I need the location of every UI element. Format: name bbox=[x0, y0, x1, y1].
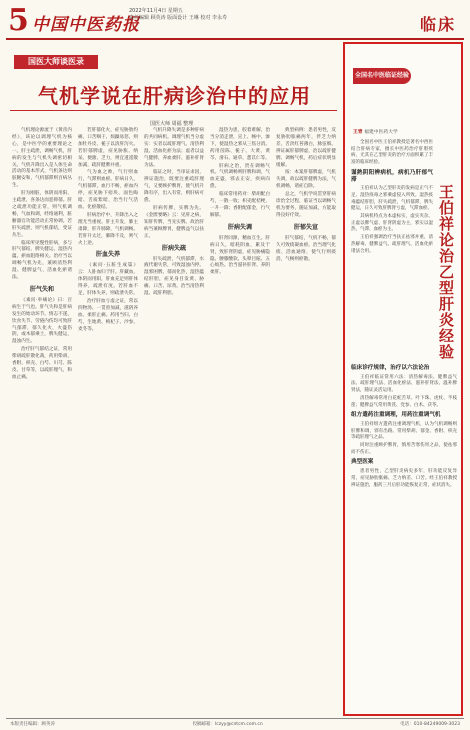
article-column-5 bbox=[276, 128, 336, 264]
paragraph: 王伯祥认为乙型肝炎的发病是正气不足，湿热疫毒之邪乘虚侵入所致。湿热疫毒蕴结肝胆，肝失疏泄，气机郁滞，脾失健运，日久可致肝脾肾亏虚，气滞血瘀。 bbox=[351, 186, 433, 212]
paragraph: 按：本案肝郁脾虚，气机失调，故以疏肝健脾为法，气机调畅，诸症自除。 bbox=[276, 170, 336, 190]
paragraph: 肝病之治，贵在调畅气机。气机调畅则肝脾和调，气血充盛，邪去正安，疾病向愈。 bbox=[210, 163, 270, 190]
paragraph: 肝肾同源，精血互生。肝病日久，暗耗阴血，累及于肾，致肝肾阴虚，症见胁痛隐隐、腰膝酸软、头晕目眩、五心烦热。治当滋补肝肾、养阴柔肝。 bbox=[210, 235, 270, 276]
paragraph: 其病机特点为本虚标实，虚实夹杂。正虚以脾气虚、肝肾阴虚为主，邪实以湿热、气滞、血瘀为主。 bbox=[351, 214, 433, 233]
subheading: 肝血失养 bbox=[95, 251, 120, 259]
paragraph: 临证之时，当审证求因，辨证施治，既要注重疏肝理气，又要顾护脾胃，使气机升降有序，出入有常，则肝病可愈。 bbox=[144, 170, 204, 204]
article-column-3 bbox=[144, 128, 204, 299]
footer-left: 本版责任编辑：顾英涛 bbox=[10, 722, 55, 727]
paragraph: 患者男性，乙型肝炎病史多年，肝功能反复异常，症见胁肋胀痛、乏力纳差、口苦。经王伯祥教授辨证施治，服药三月后肝功能恢复正常，症状消失。 bbox=[351, 469, 457, 488]
footer-right: 电话：010-84249009-3023 bbox=[400, 722, 460, 727]
paragraph: 王伯祥组方遣药注重调理气机，认为气机调畅则肝脾和调，邪有出路。常用柴胡、郁金、香附、枳壳等疏肝理气之品。 bbox=[351, 421, 457, 441]
subheading: 肝郁失宣 bbox=[293, 223, 318, 231]
masthead-info bbox=[129, 8, 227, 22]
paper-name: 中国中医药报 bbox=[32, 15, 140, 35]
bottom-rule bbox=[6, 718, 464, 719]
sidebar-author bbox=[353, 128, 457, 135]
sidebar-body bbox=[351, 362, 457, 490]
sidebar-title: 王伯祥论治乙型肝炎经验 bbox=[437, 184, 455, 360]
footer bbox=[10, 721, 460, 727]
column-tag: 国医大师谈医录 bbox=[14, 55, 98, 69]
subheading: 肝病失疏 bbox=[161, 244, 186, 252]
paragraph: 王伯祥临证常用六法：清热解毒法、健脾益气法、疏肝理气法、活血化瘀法、滋补肝肾法、温补脾肾法，随证灵活运用。 bbox=[351, 374, 457, 394]
page-number: 5 bbox=[8, 3, 29, 38]
sidebar-subheading: 临床诊疗规律，治疗以六法论治 bbox=[351, 365, 430, 371]
footer-middle: 投稿邮箱：lczyy@cntcm.com.cn bbox=[192, 722, 263, 727]
paragraph: 肝病治疗中，升降出入之理尤当重视。肝主升发，肺主肃降，肝升肺降，气机调畅。若肝升太过，肺降不及，则气火上逆。 bbox=[78, 212, 138, 246]
title-rule bbox=[10, 110, 337, 111]
article-title: 气机学说在肝病诊治中的应用 bbox=[38, 84, 311, 108]
paragraph: 王伯祥强调治疗当扶正祛邪并重，清热解毒、健脾益气、疏肝理气、活血化瘀诸法合用。 bbox=[351, 235, 433, 254]
paragraph: 清热解毒常用白花蛇舌草、叶下珠、虎杖、半枝莲；健脾益气常用黄芪、党参、白术、茯苓。 bbox=[351, 395, 457, 408]
paragraph: 临床所见慢性肝病，多与肝气郁结、脾失健运、湿热内蕴、瘀血阻络相关。治疗当以调畅气机为先，兼顾清热利湿、健脾益气、活血化瘀诸法。 bbox=[12, 240, 72, 281]
paragraph: 肝气郁结，气机不畅，郁久可致痰凝血瘀。治当理气化痰、活血通络，使气行则痰消，气畅则瘀散。 bbox=[276, 235, 336, 262]
paragraph: 《素问·五脏生成篇》云：人卧血归于肝。肝藏血，体阴而用阳，肝血充足则肝体得养，疏泄有度。若肝血不足，肝体失养，则疏泄失常。 bbox=[78, 263, 138, 297]
article-column-2 bbox=[78, 128, 138, 334]
paragraph: 治疗肝血亏虚之证，常以四物汤、一贯煎加减，滋阴养血、柔肝止痛。药用当归、白芍、生地黄、枸杞子、沙参、麦冬等。 bbox=[78, 298, 138, 332]
article-byline: 国医大师 周福 整理 bbox=[150, 121, 194, 127]
paragraph: 湿热为患，胶着难解，治当分消走泄，宣上、畅中、渗下，使湿热之邪从三焦分消。药用茵陈、栀子、大黄、黄芩、滑石、通草、薏苡仁等。 bbox=[210, 128, 270, 161]
article-column-4 bbox=[210, 128, 270, 278]
paragraph: 肝为刚脏，体阴而用阳，主疏泄，喜条达而恶抑郁。肝之疏泄功能正常，则气机调畅，气血和调，经络通利，脏腑器官功能活动正常协调。若肝失疏泄，则气机郁结，变证丛生。 bbox=[12, 191, 72, 238]
paragraph: 气机升降失调是多种肝病的共同病机。调理气机当分虚实：实者以疏肝理气、清热利湿、活血化瘀为法；虚者以益气健脾、养血柔肝、滋补肝肾为法。 bbox=[144, 128, 204, 168]
top-rule bbox=[6, 38, 464, 40]
masthead-editors: 责任编辑 顾英涛 版面设计 王琳 校对 李永寿 bbox=[129, 15, 227, 21]
subheading: 肝病失调 bbox=[227, 223, 252, 231]
subheading: 肝气失和 bbox=[29, 285, 54, 293]
paragraph: 若肝郁化火，症见胁肋灼痛、口苦咽干、烦躁易怒，则加牡丹皮、栀子以清肝泻火。若肝郁脾虚，症见胁胀、纳呆、便溏、乏力，则宜逍遥散加减，疏肝健脾并重。 bbox=[78, 128, 138, 168]
sidebar-badge: 全国名中医临证经验 bbox=[353, 68, 411, 84]
masthead bbox=[6, 4, 464, 38]
section-name: 临床 bbox=[419, 15, 456, 34]
paragraph: 总之，气机学说贯穿肝病诊治全过程，临证当以调畅气机为要务，随证加减，方能取得良好疗效。 bbox=[276, 192, 336, 218]
paragraph: 气机理论源流于《黄帝内经》，该论以调理气机为核心，是中医学的重要理论之一。肝主疏泄，调畅气机，肝病的发生与气机失调密切相关。气机升降出入是人体生命活动的基本形式，气机条达则脏腑安和，气机郁滞则百病丛生。 bbox=[12, 128, 72, 189]
masthead-date: 2022年11月4日 星期五 bbox=[129, 8, 183, 14]
sidebar-article bbox=[343, 42, 463, 716]
paragraph: 《素问·举痛论》曰：百病生于气也。肝气失和是肝病发生的始动环节。情志不遂、饮食失节、劳倦内伤均可致肝气郁滞，郁久化火，火盛伤阴，或木郁乘土，脾失健运，湿浊内生。 bbox=[12, 297, 72, 345]
paragraph: 治疗肝气郁结之证，常用柴胡疏肝散化裁，药用柴胡、香附、枳壳、白芍、川芎、陈皮、甘草等，以疏肝理气、和血止痛。 bbox=[12, 347, 72, 380]
article-column-1 bbox=[12, 128, 72, 383]
sidebar-author-desc: 福建中医药大学 bbox=[364, 130, 398, 135]
paragraph: 典型病例：患者男性，反复胁肋胀痛两年，伴乏力纳差，舌淡红苔薄白，脉弦细。辨证属肝郁脾虚，治以疏肝健脾、调畅气机，药后症状明显缓解。 bbox=[276, 128, 336, 168]
paragraph: 全国名中医王伯祥教授是著名中西医结合肝病专家，擅长中医药治疗肝胆疾病，尤其在乙型肝炎的治疗方面积累了丰富的临床经验。 bbox=[351, 140, 433, 166]
paragraph: 临床常用药对：柴胡配白芍，一散一收；枳壳配桔梗，一升一降；香附配郁金，行气解郁。 bbox=[210, 192, 270, 218]
sidebar-intro bbox=[351, 140, 433, 256]
sidebar-subheading: 组方遣药注重调理，用药注重调气机 bbox=[351, 412, 441, 419]
sidebar-subheading: 谨熟阴阳辨病机，病机乃肝郁气滞 bbox=[351, 169, 433, 183]
paragraph: 同时注重顾护脾胃，慎用苦寒伤胃之品，使祛邪而不伤正。 bbox=[351, 443, 457, 455]
sidebar-subheading: 典型医案 bbox=[351, 459, 374, 466]
paragraph: 气为血之帅，气行则血行，气滞则血瘀。肝病日久，气机郁滞，血行不畅，瘀血内停，症见胁下痞块、面色晦暗、舌质紫暗，治当行气活血、化瘀散结。 bbox=[78, 170, 138, 210]
paragraph: 肝病传脾，实脾为先。《金匮要略》云：见肝之病，知肝传脾，当先实脾。故治肝病当兼顾脾胃，健脾益气以扶正。 bbox=[144, 205, 204, 239]
paragraph: 肝失疏泄，气机郁滞，水液代谢失常，可致湿浊内停。湿邪困脾，郁而化热，湿热蕴结肝胆，症见身目发黄、胁痛、口苦、尿黄。治当清热利湿、疏肝利胆。 bbox=[144, 256, 204, 297]
sidebar-author-name: 王青 bbox=[353, 130, 363, 135]
